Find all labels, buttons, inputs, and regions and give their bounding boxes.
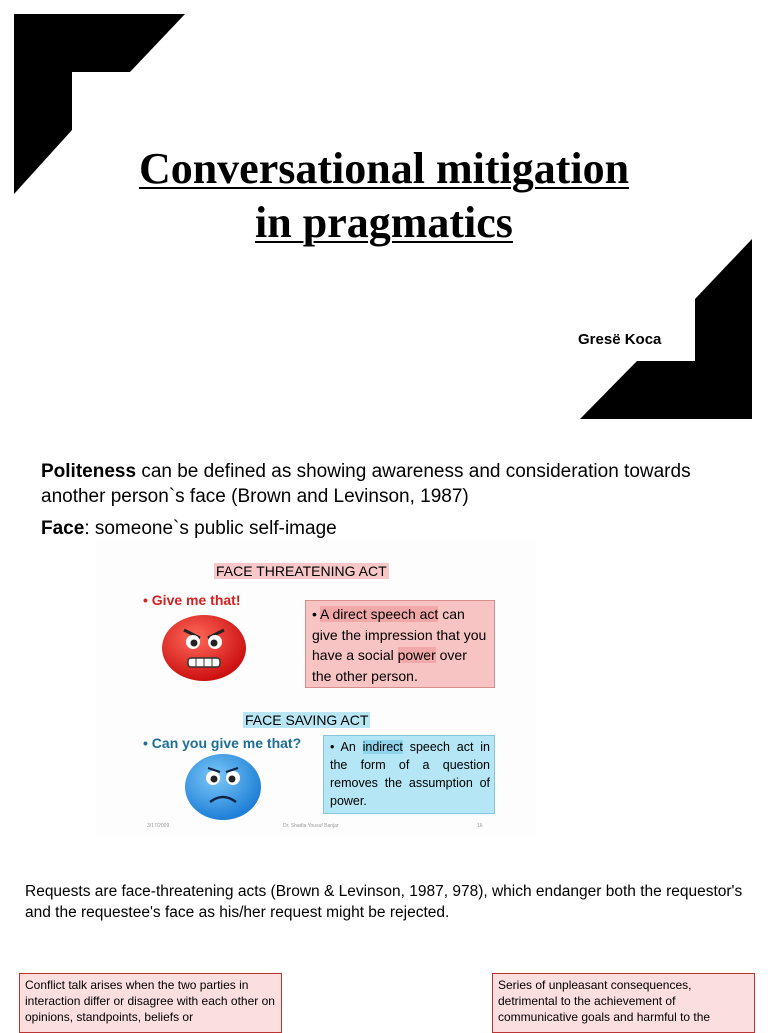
slide-title xyxy=(0,142,768,250)
politeness-text: can be defined as showing awareness and consideration towards another person`s face (Brown and Levinson, 1987) xyxy=(41,461,691,507)
figure-footer-date: 3/17/2009 xyxy=(147,823,170,829)
bottom-right-corner-shape xyxy=(580,239,752,419)
fsa-text-1: speech act in the form of a question removes the assumption of power. xyxy=(330,740,490,808)
fta-text-2: over the other person. xyxy=(312,647,467,684)
fta-highlight-direct: A direct speech act xyxy=(320,606,439,622)
fsa-bullet: • xyxy=(330,740,341,754)
consequences-box: Series of unpleasant consequences, detrimental to the achievement of communicative goals and harmful to the xyxy=(492,973,755,1033)
conflict-talk-box: Conflict talk arises when the two parties in interaction differ or disagree with each other on opinions, standpoints, beliefs or xyxy=(19,973,282,1033)
politeness-term: Politeness xyxy=(41,461,137,482)
figure-footer-page: 16 xyxy=(477,823,483,829)
fta-example: • Give me that! xyxy=(143,592,241,608)
fsa-text-0: An xyxy=(340,740,363,754)
fsa-highlight-indirect: indirect xyxy=(362,740,403,754)
figure-footer-author: Dr. Shadia Yousuf Banjar xyxy=(283,823,339,829)
sad-face-icon xyxy=(182,752,264,822)
fta-title: FACE THREATENING ACT xyxy=(216,563,387,579)
title-line-1: Conversational mitigation xyxy=(138,144,630,193)
author-name: Gresë Koca xyxy=(578,331,662,348)
face-term: Face xyxy=(41,518,85,539)
fsa-explanation-box xyxy=(323,735,495,814)
fta-bullet: • xyxy=(312,606,321,622)
fsa-title: FACE SAVING ACT xyxy=(245,712,369,728)
face-text: : someone`s public self-image xyxy=(84,518,337,539)
face-definition xyxy=(41,516,337,541)
fta-highlight-power: power xyxy=(397,647,436,663)
fta-explanation-box xyxy=(305,600,495,688)
angry-face-icon xyxy=(160,614,248,682)
title-line-2: in pragmatics xyxy=(255,198,513,247)
requests-paragraph: Requests are face-threatening acts (Brown & Levinson, 1987, 978), which endanger both the requestor's and the requestee's face as his/her request might be rejected. xyxy=(25,883,743,921)
politeness-definition xyxy=(41,459,721,509)
fta-text-1: can give the impression that you have a social xyxy=(312,606,487,663)
fsa-example: • Can you give me that? xyxy=(143,735,302,751)
